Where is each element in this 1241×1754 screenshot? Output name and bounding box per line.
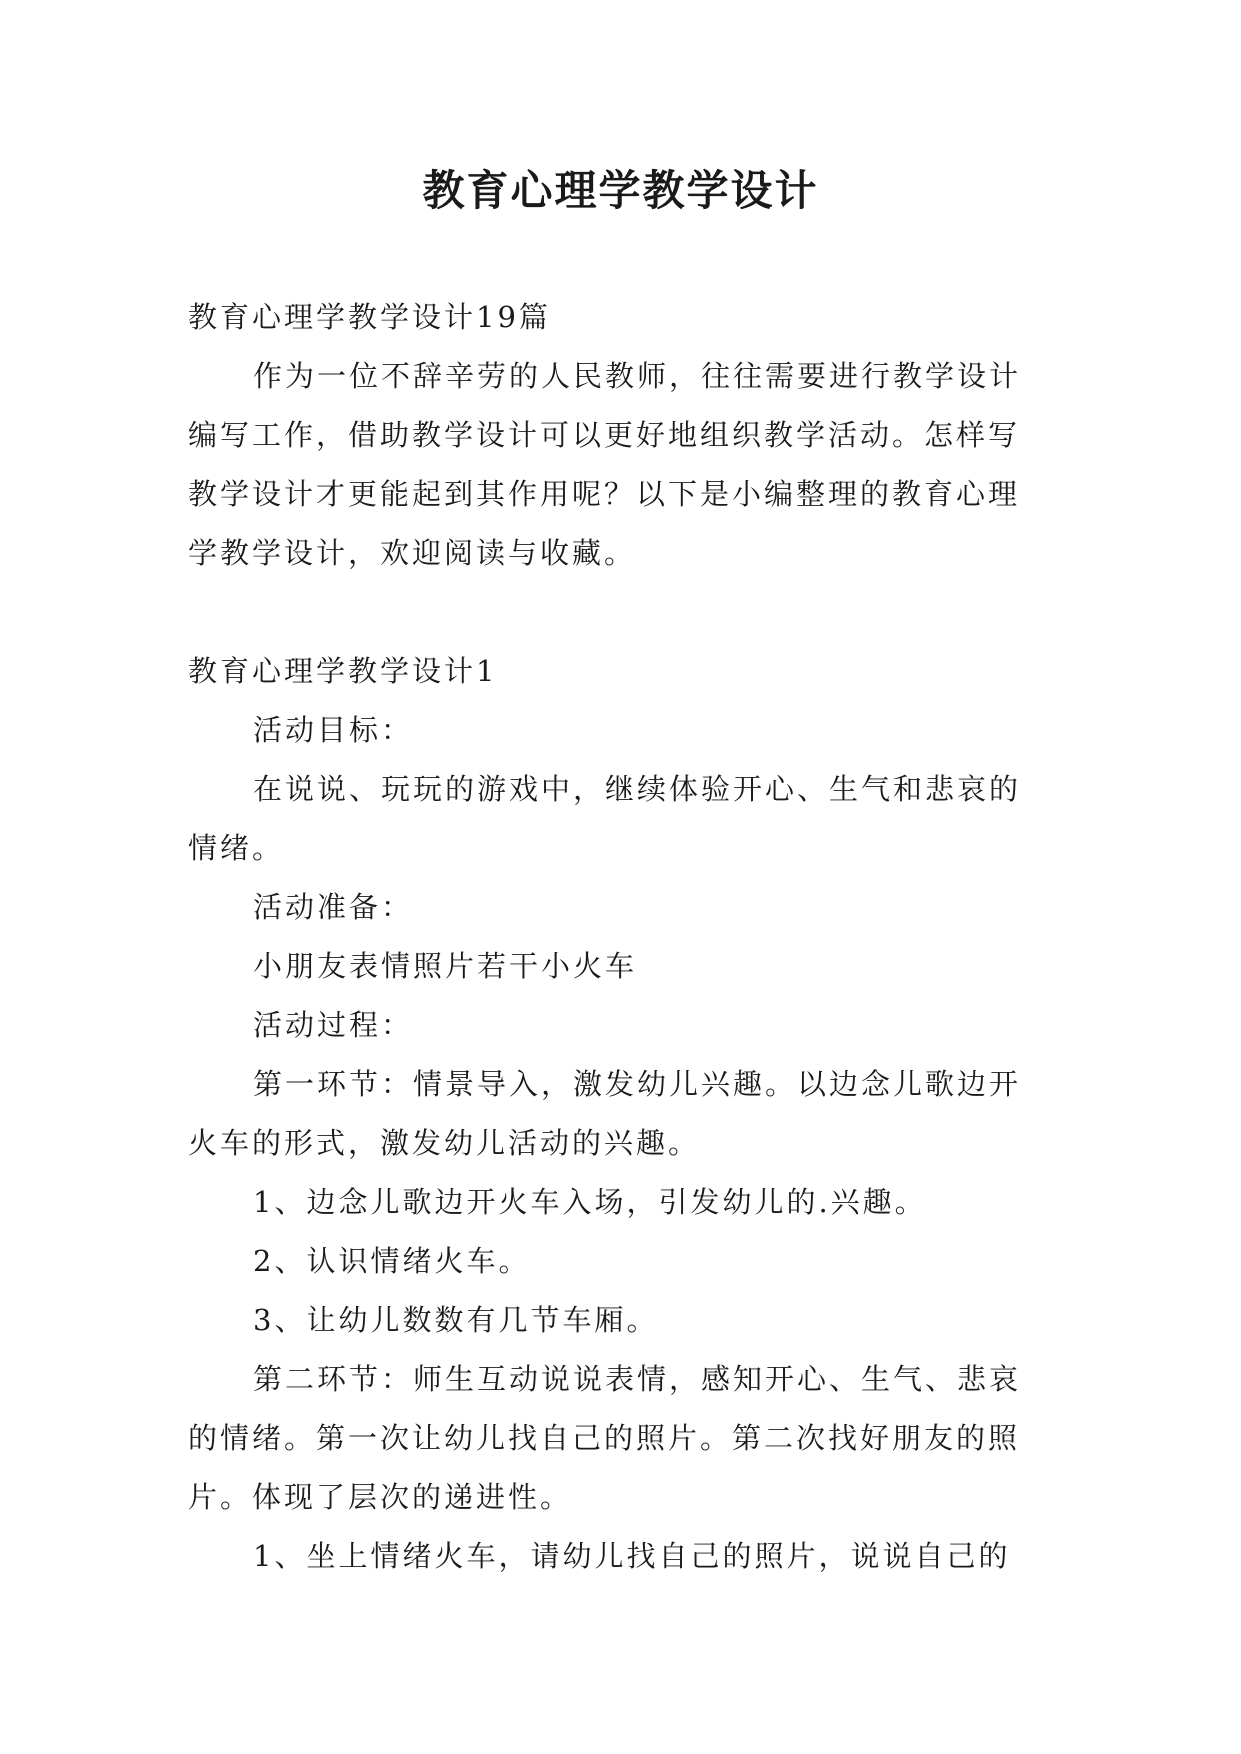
step2-item: 1、坐上情绪火车，请幼儿找自己的照片，说说自己的 [253, 1539, 1011, 1573]
prep-label: 活动准备： [253, 890, 414, 924]
document-subtitle: 教育心理学教学设计19篇 [188, 300, 551, 334]
prep-text: 小朋友表情照片若干小火车 [253, 949, 638, 983]
section-heading: 教育心理学教学设计1 [188, 654, 498, 688]
goal-label: 活动目标： [253, 713, 414, 747]
process-label: 活动过程： [253, 1008, 414, 1042]
document-body [188, 288, 1048, 1586]
step1-item: 2、认识情绪火车。 [253, 1244, 531, 1278]
goal-text: 在说说、玩玩的游戏中，继续体验开心、生气和悲哀的情绪。 [188, 772, 1022, 865]
step1-item: 1、边念儿歌边开火车入场，引发幼儿的.兴趣。 [253, 1185, 927, 1219]
step2-paragraph: 第二环节：师生互动说说表情，感知开心、生气、悲哀的情绪。第一次让幼儿找自己的照片。第二次找好朋友的照片。体现了层次的递进性。 [188, 1362, 1022, 1514]
document-title: 教育心理学教学设计 [422, 166, 819, 215]
step1-paragraph: 第一环节：情景导入，激发幼儿兴趣。以边念儿歌边开火车的形式，激发幼儿活动的兴趣。 [188, 1067, 1022, 1160]
intro-paragraph: 作为一位不辞辛劳的人民教师，往往需要进行教学设计编写工作，借助教学设计可以更好地组织教学活动。怎样写教学设计才更能起到其作用呢？以下是小编整理的教育心理学教学设计，欢迎阅读与收藏。 [188, 359, 1022, 570]
step1-item: 3、让幼儿数数有几节车厢。 [253, 1303, 659, 1337]
